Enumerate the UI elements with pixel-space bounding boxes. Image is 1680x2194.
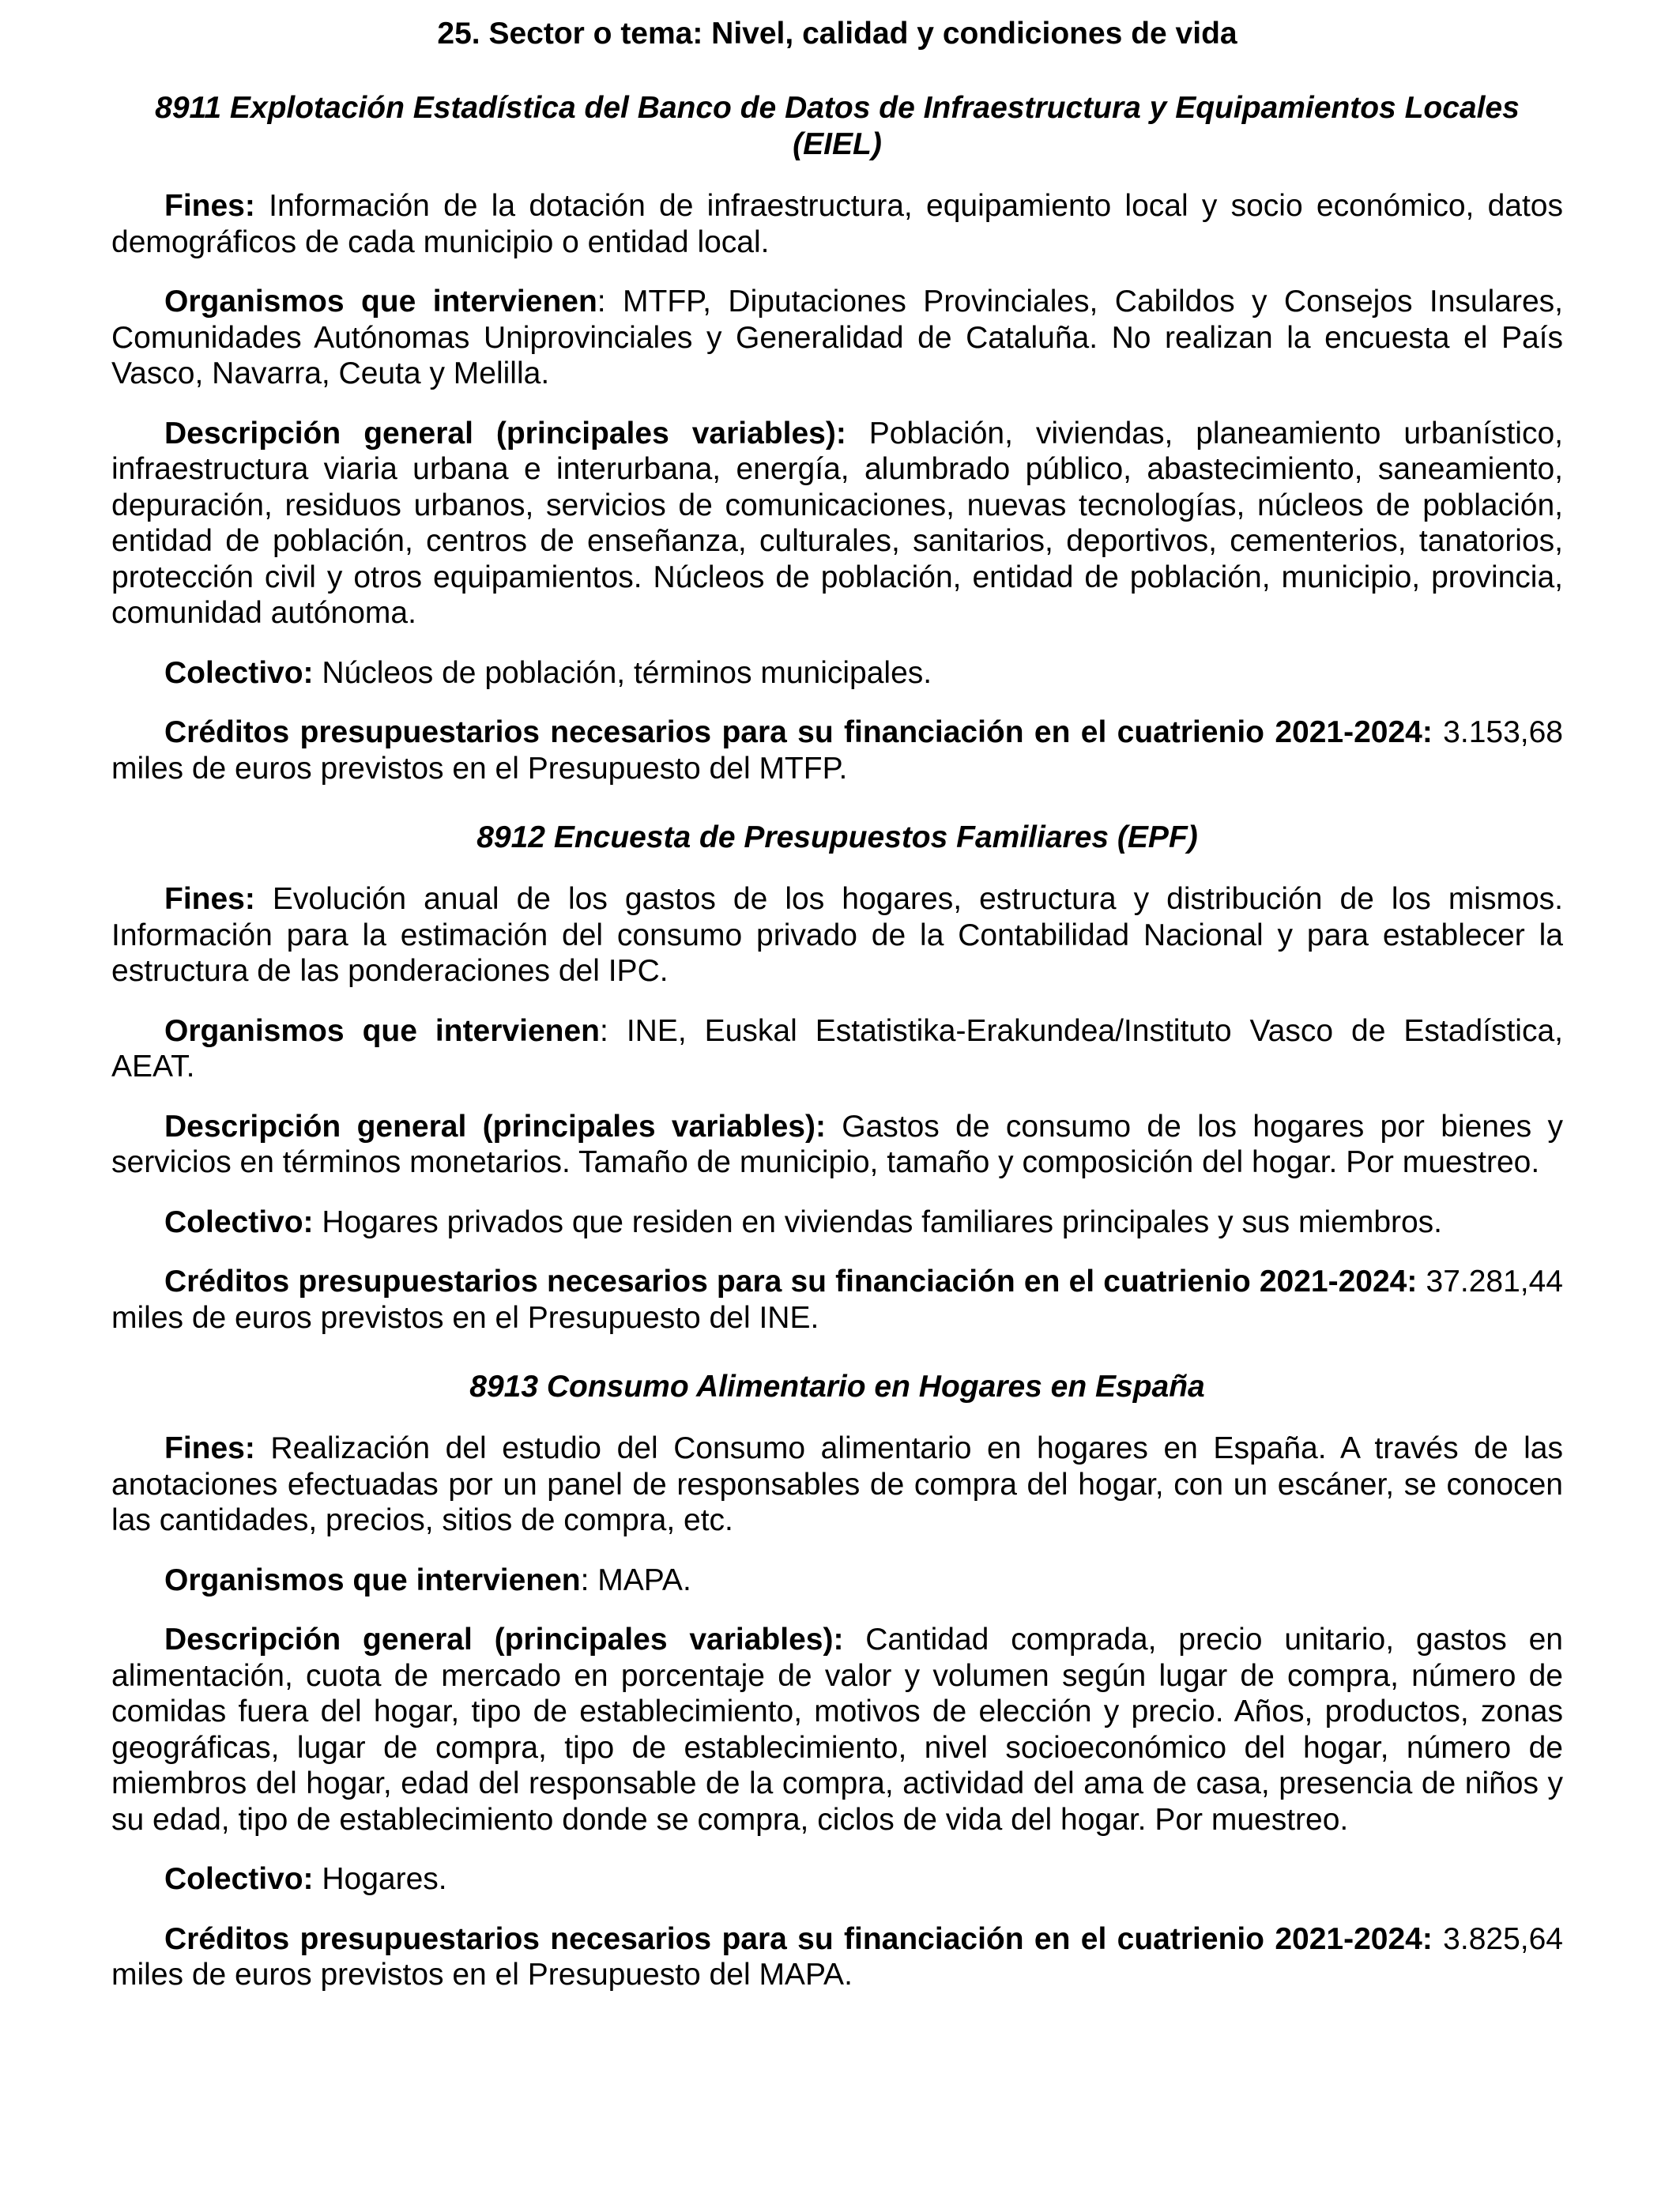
- fines-label: Fines:: [164, 189, 255, 223]
- colectivo-text: Núcleos de población, términos municipales.: [313, 655, 932, 690]
- descripcion-text: Población, viviendas, planeamiento urbanístico, infraestructura viaria urbana e interurbana, energía, alumbrado público, abastecimiento, saneamiento, depuración, residuos urbanos, servicios de comunicaciones, nuevas tecnologías, núcleos de población, entidad de población, centros de enseñanza, culturales, sanitarios, deportivos, cementerios, tanatorios, protección civil y otros equipamientos. Núcleos de población, entidad de población, municipio, provincia, comunidad autónoma.: [111, 416, 1563, 630]
- creditos-label: Créditos presupuestarios necesarios para su financiación en el cuatrienio 2021-2024:: [164, 1921, 1433, 1956]
- sector-title: 25. Sector o tema: Nivel, calidad y condiciones de vida: [437, 17, 1237, 51]
- colectivo-paragraph: [111, 1204, 1563, 1241]
- operation-section: [111, 1369, 1563, 1993]
- document-page: [111, 16, 1563, 2026]
- fines-paragraph: [111, 1431, 1563, 1539]
- operation-title: 8911 Explotación Estadística del Banco de Datos de Infraestructura y Equipamientos Locales (EIEL): [155, 91, 1520, 161]
- creditos-text: 37.281,44 miles de euros previstos en el Presupuesto del INE.: [111, 1265, 1564, 1335]
- organismos-paragraph: [111, 284, 1563, 392]
- fines-paragraph: [111, 188, 1563, 260]
- fines-label: Fines:: [164, 882, 255, 916]
- organismos-label: Organismos que intervienen: [164, 285, 597, 319]
- creditos-text: 3.825,64 miles de euros previstos en el Presupuesto del MAPA.: [111, 1921, 1563, 1992]
- operation-section: [111, 820, 1563, 1336]
- organismos-label: Organismos que intervienen: [164, 1013, 600, 1048]
- fines-label: Fines:: [164, 1431, 255, 1465]
- organismos-paragraph: [111, 1013, 1563, 1085]
- creditos-paragraph: [111, 1921, 1563, 1993]
- fines-text: Información de la dotación de infraestructura, equipamiento local y socio económico, datos demográficos de cada municipio o entidad local.: [111, 189, 1563, 259]
- colectivo-label: Colectivo:: [164, 655, 314, 690]
- creditos-label: Créditos presupuestarios necesarios para su financiación en el cuatrienio 2021-2024:: [164, 715, 1433, 749]
- creditos-paragraph: [111, 1264, 1563, 1336]
- descripcion-label: Descripción general (principales variables):: [164, 1109, 826, 1144]
- creditos-text: 3.153,68 miles de euros previstos en el Presupuesto del MTFP.: [111, 715, 1563, 786]
- operation-section: [111, 90, 1563, 786]
- descripcion-paragraph: [111, 416, 1563, 631]
- descripcion-text: Gastos de consumo de los hogares por bienes y servicios en términos monetarios. Tamaño de municipio, tamaño y composición del hogar. Por muestreo.: [111, 1109, 1563, 1179]
- descripcion-label: Descripción general (principales variables):: [164, 1623, 844, 1657]
- descripcion-paragraph: [111, 1622, 1563, 1838]
- colectivo-paragraph: [111, 1861, 1563, 1898]
- descripcion-label: Descripción general (principales variables):: [164, 416, 846, 450]
- organismos-text: : MTFP, Diputaciones Provinciales, Cabildos y Consejos Insulares, Comunidades Autónomas Uniprovinciales y Generalidad de Cataluña. No realizan la encuesta el País Vasco, Navarra, Ceuta y Melilla.: [111, 285, 1563, 390]
- descripcion-paragraph: [111, 1109, 1563, 1181]
- fines-paragraph: [111, 881, 1563, 990]
- creditos-label: Créditos presupuestarios necesarios para su financiación en el cuatrienio 2021-2024:: [164, 1265, 1418, 1299]
- colectivo-text: Hogares.: [313, 1862, 447, 1896]
- organismos-text: : MAPA.: [580, 1563, 691, 1597]
- colectivo-text: Hogares privados que residen en viviendas familiares principales y sus miembros.: [313, 1204, 1443, 1239]
- organismos-text: : INE, Euskal Estatistika-Erakundea/Instituto Vasco de Estadística, AEAT.: [111, 1013, 1563, 1084]
- fines-text: Realización del estudio del Consumo alimentario en hogares en España. A través de las anotaciones efectuadas por un panel de responsables de compra del hogar, con un escáner, se conocen las cantidades, precios, sitios de compra, etc.: [111, 1431, 1563, 1537]
- creditos-paragraph: [111, 714, 1563, 786]
- colectivo-label: Colectivo:: [164, 1862, 314, 1896]
- organismos-label: Organismos que intervienen: [164, 1563, 581, 1597]
- organismos-paragraph: [111, 1563, 1563, 1599]
- descripcion-text: Cantidad comprada, precio unitario, gastos en alimentación, cuota de mercado en porcentaje de valor y volumen según lugar de compra, número de comidas fuera del hogar, tipo de establecimiento, motivos de elección y precio. Años, productos, zonas geográficas, lugar de compra, tipo de establecimiento, nivel socioeconómico del hogar, número de miembros del hogar, edad del responsable de la compra, actividad del ama de casa, presencia de niños y su edad, tipo de establecimiento donde se compra, ciclos de vida del hogar. Por muestreo.: [111, 1623, 1563, 1837]
- fines-text: Evolución anual de los gastos de los hogares, estructura y distribución de los mismos. Información para la estimación del consumo privado de la Contabilidad Nacional y para establecer la estructura de las ponderaciones del IPC.: [111, 882, 1563, 988]
- operation-title: 8913 Consumo Alimentario en Hogares en España: [469, 1370, 1205, 1404]
- colectivo-label: Colectivo:: [164, 1204, 314, 1239]
- colectivo-paragraph: [111, 655, 1563, 692]
- operation-title: 8912 Encuesta de Presupuestos Familiares (EPF): [477, 820, 1198, 854]
